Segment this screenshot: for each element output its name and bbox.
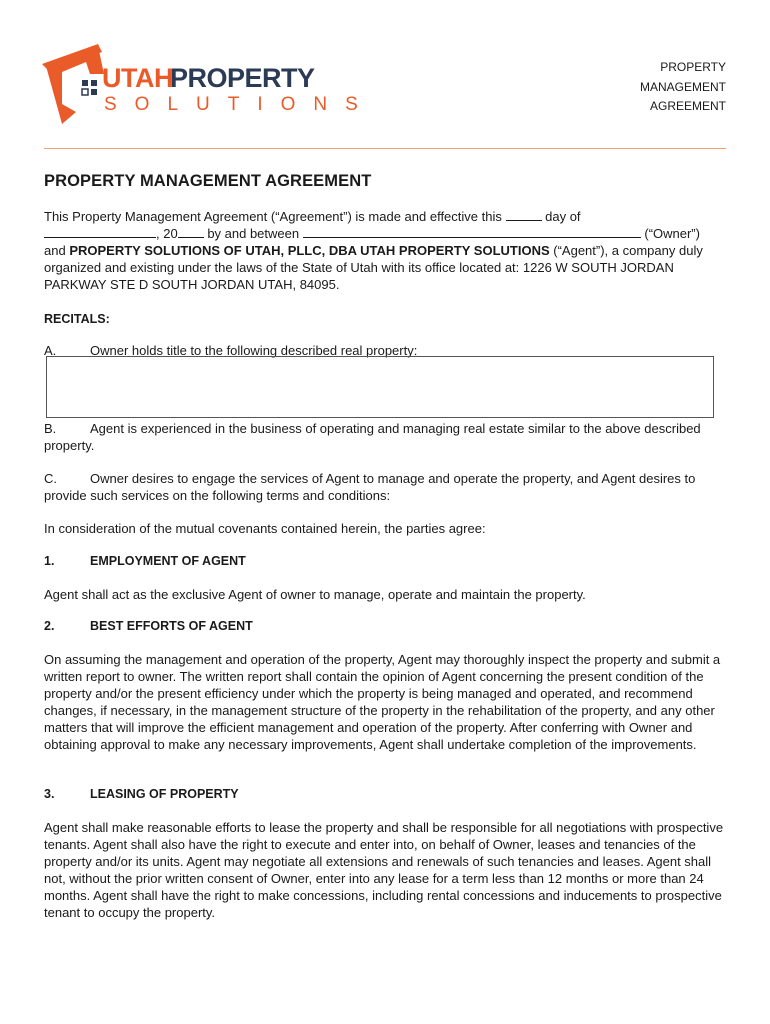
company-logo [40, 44, 360, 128]
section-number: 3. [44, 787, 55, 801]
header-line: AGREEMENT [649, 99, 726, 113]
section-title: LEASING OF PROPERTY [90, 787, 239, 801]
header-divider [44, 148, 726, 149]
section-number: 2. [44, 619, 55, 633]
section-number: 1. [44, 554, 55, 568]
section-title: BEST EFFORTS OF AGENT [90, 619, 253, 633]
intro-text: by and between [207, 226, 300, 241]
month-blank-field[interactable] [44, 225, 156, 238]
recital-text: Agent is experienced in the business of operating and managing real estate similar to the above described property. [44, 421, 701, 453]
recital-text: Owner desires to engage the services of Agent to manage and operate the property, and Agent desires to provide such services on the following terms and conditions: [44, 471, 696, 503]
intro-text: This Property Management Agreement (“Agreement”) is made and effective this [44, 209, 502, 224]
section-body: On assuming the management and operation of the property, Agent may thoroughly inspect the property and submit a written report to owner. The written report shall contain the opinion of Agent concerning the present condition of the property and/or the present efficiency under which the property is being managed and operated, and recommend changes, if necessary, in the management structure of the property in the rehabilitation of the property, and any other matters that will improve the efficient management and operation of the property. After conferring with Owner and obtaining approval to make any necessary improvements, Agent shall undertake completion of the improvements. [44, 652, 721, 752]
recital-letter: B. [44, 421, 57, 436]
logo-word-utah: UTAH [102, 63, 173, 93]
document-title: PROPERTY MANAGEMENT AGREEMENT [44, 172, 372, 190]
logo-window-square [82, 89, 88, 95]
logo-word-solutions: SOLUTIONS [104, 94, 360, 115]
consideration-paragraph: In consideration of the mutual covenants contained herein, the parties agree: [44, 521, 486, 536]
owner-name-blank-field[interactable] [303, 225, 641, 238]
intro-text: (“Agent”), a company duly organized and existing under the laws of the State of Utah with its office located at: 1226 W SOUTH JORDAN PARKWAY STE D SOUTH JORDAN UTAH, 84095. [44, 243, 703, 292]
header-document-label [640, 58, 726, 117]
section-heading [44, 619, 253, 633]
intro-paragraph [44, 208, 728, 293]
recital-text: Owner holds title to the following described real property: [90, 343, 418, 358]
intro-text: day of [545, 209, 581, 224]
header-line: PROPERTY [660, 60, 726, 74]
logo-window-square [91, 80, 97, 86]
section-body: Agent shall make reasonable efforts to lease the property and shall be responsible for all negotiations with prospective tenants. Agent shall also have the right to execute and enter into, on behalf of Owner, leases and tenancies of the property and/or its units. Agent may negotiate all extensions and renewals of such tenancies and leases. Agent shall not, without the prior written consent of Owner, enter into any lease for a term less than 12 months or more than 24 months. Agent shall have the right to make concessions, including rental concessions and inducements to prospective tenant to occupy the property. [44, 820, 724, 920]
logo-window-square [82, 80, 88, 86]
year-blank-field[interactable] [178, 225, 204, 238]
logo-mark-icon [40, 44, 360, 128]
logo-window-square [91, 89, 97, 95]
header-line: MANAGEMENT [639, 79, 726, 94]
property-description-box[interactable] [46, 356, 714, 418]
recitals-heading: RECITALS: [44, 312, 110, 326]
recital-b [44, 420, 728, 454]
logo-word-property: PROPERTY [170, 63, 315, 93]
intro-text: and [44, 243, 66, 258]
recital-c [44, 470, 728, 504]
intro-text: (“Owner”) [644, 226, 700, 241]
agent-name: PROPERTY SOLUTIONS OF UTAH, PLLC, DBA UTAH PROPERTY SOLUTIONS [69, 243, 550, 258]
section-heading [44, 787, 239, 801]
recital-letter: A. [44, 343, 57, 358]
section-heading [44, 554, 246, 568]
day-blank-field[interactable] [506, 208, 542, 221]
recital-letter: C. [44, 471, 57, 486]
section-title: EMPLOYMENT OF AGENT [90, 554, 246, 568]
section-body: Agent shall act as the exclusive Agent of owner to manage, operate and maintain the property. [44, 587, 586, 602]
intro-text: , 20 [156, 226, 178, 241]
